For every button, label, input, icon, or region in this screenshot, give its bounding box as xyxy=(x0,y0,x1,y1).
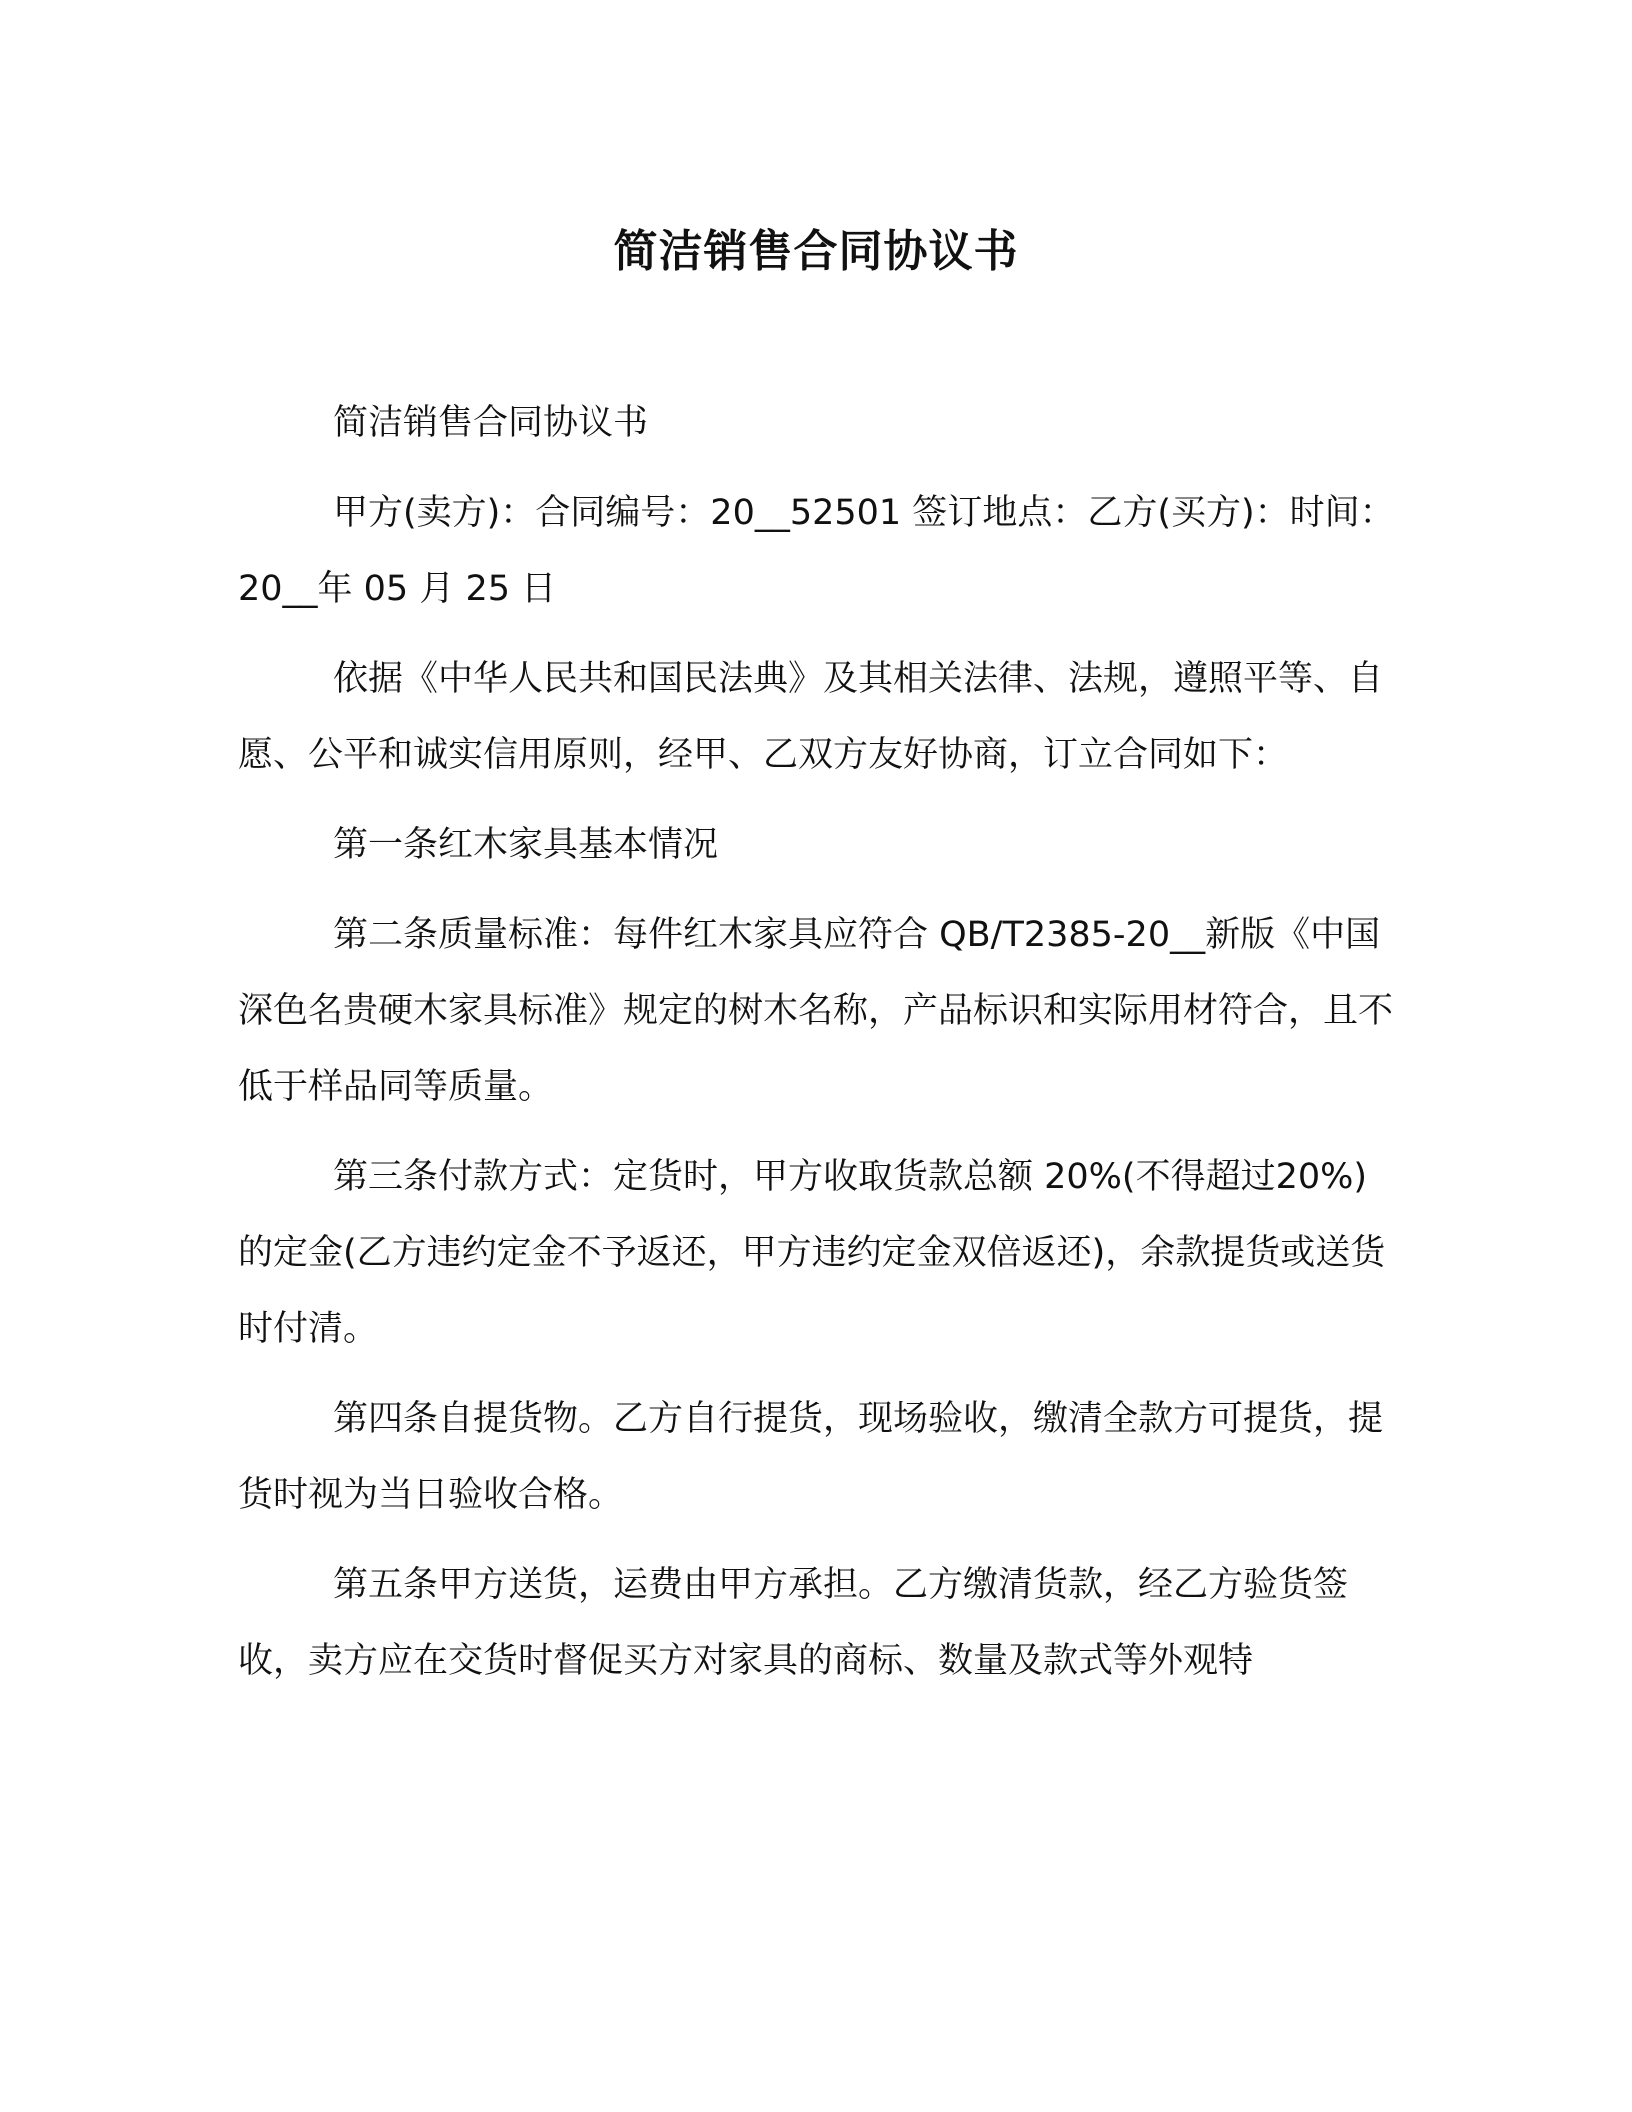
paragraph-article-2: 第二条质量标准：每件红木家具应符合 QB/T2385-20__新版《中国深色名贵硬木家具标准》规定的树木名称，产品标识和实际用材符合，且不低于样品同等质量。 xyxy=(238,915,1394,1107)
paragraph-preamble: 依据《中华人民共和国民法典》及其相关法律、法规，遵照平等、自愿、公平和诚实信用原则，经甲、乙双方友好协商，订立合同如下： xyxy=(238,659,1384,775)
paragraph-heading: 简洁销售合同协议书 xyxy=(333,403,649,443)
paragraph-article-4: 第四条自提货物。乙方自行提货，现场验收，缴清全款方可提货，提货时视为当日验收合格。 xyxy=(238,1399,1384,1515)
paragraph-parties: 甲方(卖方)：合同编号：20__52501 签订地点：乙方(买方)：时间：20__年 05 月 25 日 xyxy=(238,493,1395,609)
paragraph-article-1: 第一条红木家具基本情况 xyxy=(333,825,719,865)
document-title: 简洁销售合同协议书 xyxy=(613,226,1019,277)
paragraph-article-3: 第三条付款方式：定货时，甲方收取货款总额 20%(不得超过20%)的定金(乙方违约定金不予返还，甲方违约定金双倍返还)，余款提货或送货时付清。 xyxy=(238,1157,1386,1349)
paragraph-article-5: 第五条甲方送货，运费由甲方承担。乙方缴清货款，经乙方验货签收，卖方应在交货时督促买方对家具的商标、数量及款式等外观特 xyxy=(238,1565,1349,1681)
document-body xyxy=(238,385,1398,1713)
